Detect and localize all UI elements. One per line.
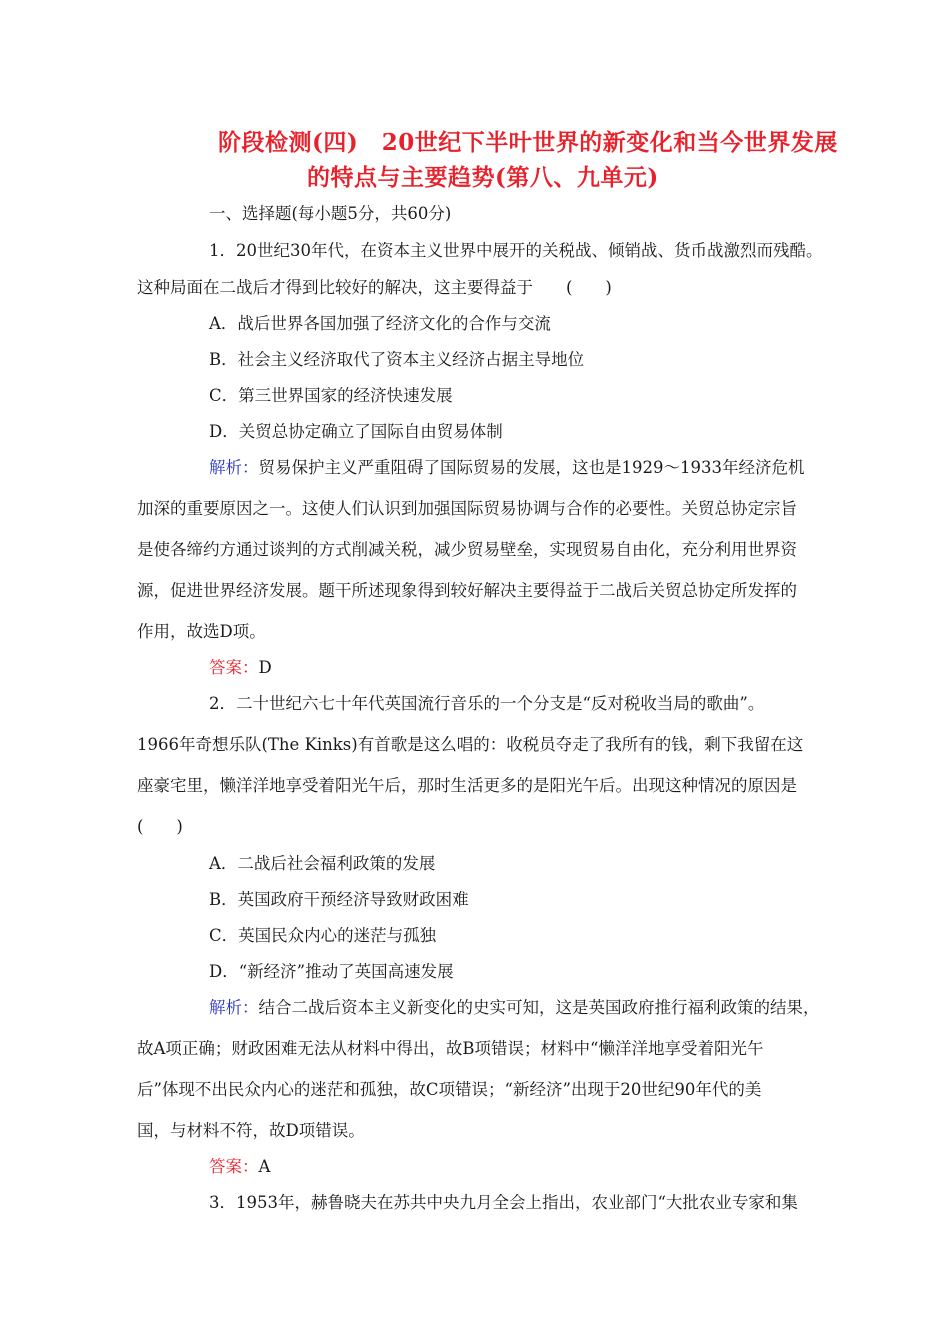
section-heading: 一、选择题(每小题5分，共60分) (209, 204, 452, 223)
document-title-line-2: 的特点与主要趋势(第八、九单元) (307, 164, 659, 191)
q1-answer-value: D (258, 658, 272, 677)
q1-analysis-line-4: 源，促进世界经济发展。题干所述现象得到较好解决主要得益于二战后关贸总协定所发挥的 (137, 581, 797, 600)
q2-analysis-label: 解析： (209, 998, 259, 1017)
q3-stem-line-1: 3．1953年，赫鲁晓夫在苏共中央九月全会上指出，农业部门“大批农业专家和集 (209, 1193, 798, 1212)
q2-stem-line-1: 2．二十世纪六七十年代英国流行音乐的一个分支是“反对税收当局的歌曲”。 (209, 694, 765, 713)
q1-answer-label: 答案： (209, 658, 259, 677)
q2-analysis-line-1 (209, 997, 820, 1019)
q2-stem-line-4: ( ) (137, 817, 183, 836)
q2-stem-line-3: 座豪宅里，懒洋洋地享受着阳光午后，那时生活更多的是阳光午后。出现这种情况的原因是 (137, 776, 797, 795)
q2-analysis-line-4: 国，与材料不符，故D项错误。 (137, 1121, 365, 1140)
q1-option-c: C．第三世界国家的经济快速发展 (209, 386, 453, 405)
q2-option-c: C．英国民众内心的迷茫与孤独 (209, 926, 437, 945)
q2-option-d: D．“新经济”推动了英国高速发展 (209, 962, 454, 981)
q1-analysis-line-3: 是使各缔约方通过谈判的方式削减关税，减少贸易壁垒，实现贸易自由化，充分利用世界资 (137, 540, 797, 559)
q1-answer (209, 657, 272, 679)
q2-answer (209, 1156, 270, 1178)
q2-answer-label: 答案： (209, 1157, 259, 1176)
q2-analysis-line-2: 故A项正确；财政困难无法从材料中得出，故B项错误；材料中“懒洋洋地享受着阳光午 (137, 1039, 764, 1058)
q1-analysis-label: 解析： (209, 458, 259, 477)
q2-option-b: B．英国政府干预经济导致财政困难 (209, 890, 469, 909)
q2-option-a: A．二战后社会福利政策的发展 (209, 854, 436, 873)
q2-stem-line-2: 1966年奇想乐队(The Kinks)有首歌是这么唱的：收税员夺走了我所有的钱，剩下我留在这 (137, 735, 804, 754)
q2-answer-value: A (258, 1157, 271, 1176)
document-title-line-1: 阶段检测(四) 20世纪下半叶世界的新变化和当今世界发展 (218, 129, 838, 156)
q2-analysis-line-3: 后”体现不出民众内心的迷茫和孤独，故C项错误；“新经济”出现于20世纪90年代的美 (137, 1080, 762, 1099)
q1-analysis-line-2: 加深的重要原因之一。这使人们认识到加强国际贸易协调与合作的必要性。关贸总协定宗旨 (137, 499, 797, 518)
q1-option-b: B．社会主义经济取代了资本主义经济占据主导地位 (209, 350, 585, 369)
q1-stem-line-2: 这种局面在二战后才得到比较好的解决，这主要得益于 ( ) (137, 278, 612, 297)
q1-analysis-line-5: 作用，故选D项。 (137, 622, 266, 641)
q1-analysis-text: 贸易保护主义严重阻碍了国际贸易的发展，这也是1929～1933年经济危机 (258, 458, 805, 477)
q1-option-a: A．战后世界各国加强了经济文化的合作与交流 (209, 314, 551, 333)
q1-stem-line-1: 1．20世纪30年代，在资本主义世界中展开的关税战、倾销战、货币战激烈而残酷。 (209, 241, 823, 260)
q1-analysis-line-1 (209, 457, 804, 479)
q2-analysis-text: 结合二战后资本主义新变化的史实可知，这是英国政府推行福利政策的结果， (258, 998, 820, 1017)
q1-option-d: D．关贸总协定确立了国际自由贸易体制 (209, 422, 503, 441)
